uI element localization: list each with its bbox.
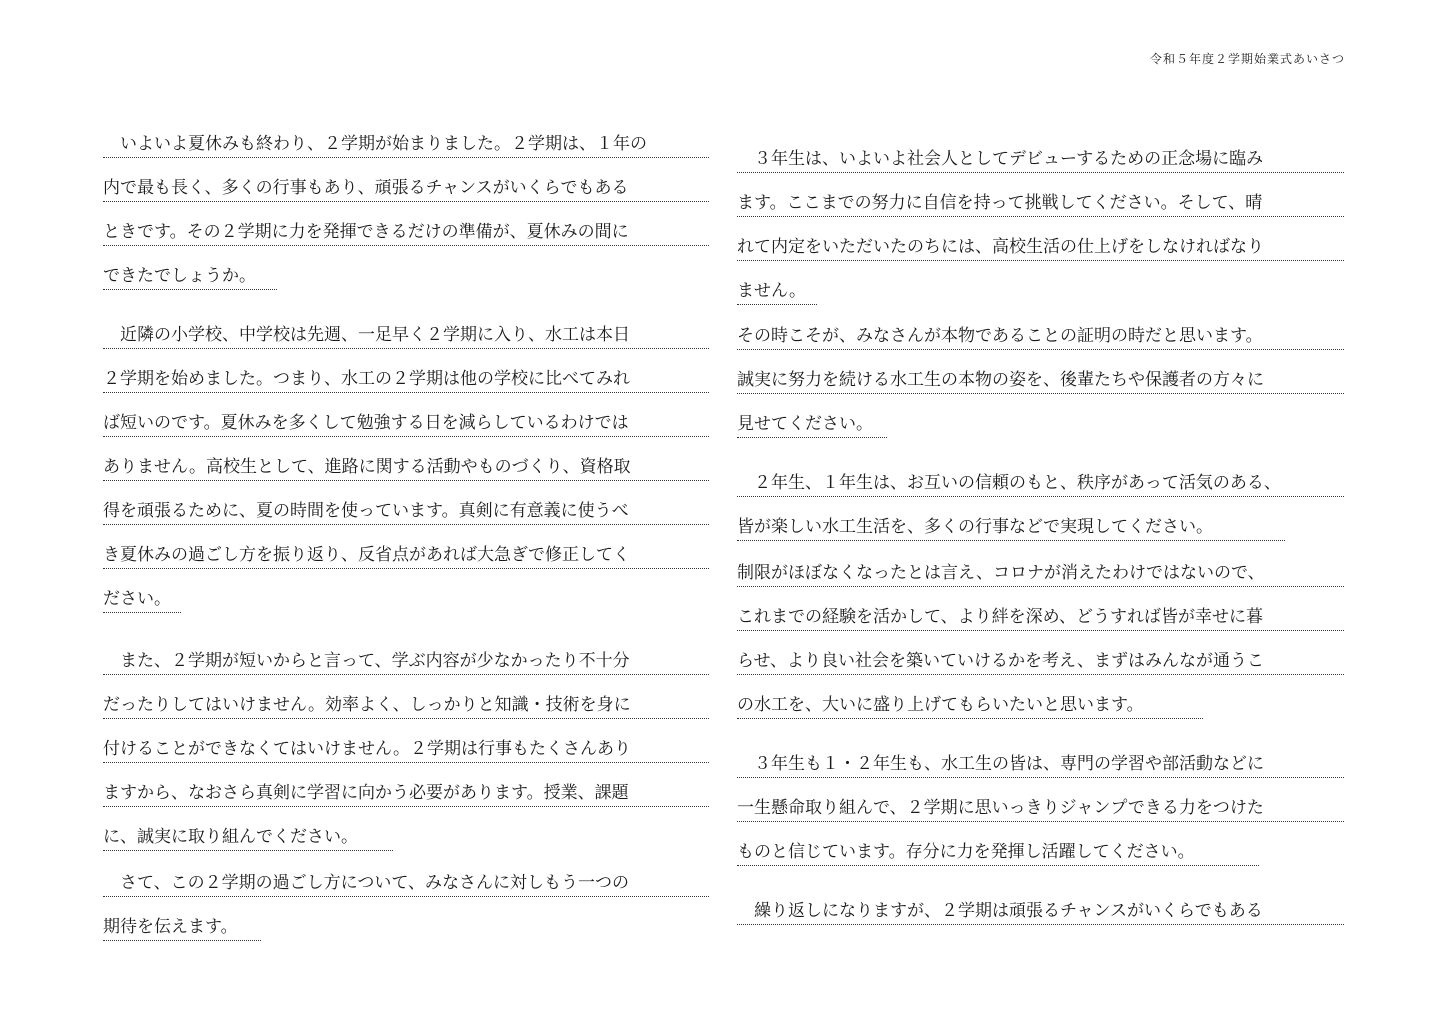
text-line: 内で最も長く、多くの行事もあり、頑張るチャンスがいくらでもある: [103, 175, 709, 202]
text-line: ますから、なおさら真剣に学習に向かう必要があります。授業、課題: [103, 780, 709, 807]
text-line: 一生懸命取り組んで、２学期に思いっきりジャンプできる力をつけた: [737, 795, 1344, 822]
text-line: の水工を、大いに盛り上げてもらいたいと思います。: [737, 692, 1203, 719]
text-line: 制限がほぼなくなったとは言え、コロナが消えたわけではないので、: [737, 560, 1344, 587]
text-line: らせ、より良い社会を築いていけるかを考え、まずはみんなが通うこ: [737, 648, 1344, 675]
text-line: 繰り返しになりますが、２学期は頑張るチャンスがいくらでもある: [737, 898, 1344, 925]
text-line: ば短いのです。夏休みを多くして勉強する日を減らしているわけでは: [103, 410, 709, 437]
text-line: 近隣の小学校、中学校は先週、一足早く２学期に入り、水工は本日: [103, 322, 709, 349]
text-line: ません。: [737, 278, 817, 305]
text-line: これまでの経験を活かして、より絆を深め、どうすれば皆が幸せに暮: [737, 604, 1344, 631]
text-line: その時こそが、みなさんが本物であることの証明の時だと思います。: [737, 323, 1344, 350]
document-title: 令和５年度２学期始業式あいさつ: [1149, 52, 1345, 66]
text-line: き夏休みの過ごし方を振り返り、反省点があれば大急ぎで修正してく: [103, 542, 709, 569]
text-line: ときです。その２学期に力を発揮できるだけの準備が、夏休みの間に: [103, 219, 709, 246]
text-line: ３年生も１・２年生も、水工生の皆は、専門の学習や部活動などに: [737, 751, 1344, 778]
text-line: ありません。高校生として、進路に関する活動やものづくり、資格取: [103, 454, 709, 481]
text-line: さて、この２学期の過ごし方について、みなさんに対しもう一つの: [103, 870, 709, 897]
text-line: 誠実に努力を続ける水工生の本物の姿を、後輩たちや保護者の方々に: [737, 367, 1344, 394]
text-line: に、誠実に取り組んでください。: [103, 824, 393, 851]
text-line: 付けることができなくてはいけません。２学期は行事もたくさんあり: [103, 736, 709, 763]
text-line: 見せてください。: [737, 411, 887, 438]
text-line: ます。ここまでの努力に自信を持って挑戦してください。そして、晴: [737, 190, 1344, 217]
text-line: ３年生は、いよいよ社会人としてデビューするための正念場に臨み: [737, 146, 1344, 173]
text-line: ２学期を始めました。つまり、水工の２学期は他の学校に比べてみれ: [103, 366, 709, 393]
text-line: 皆が楽しい水工生活を、多くの行事などで実現してください。: [737, 514, 1285, 541]
text-line: できたでしょうか。: [103, 263, 277, 290]
text-line: ださい。: [103, 586, 181, 613]
text-line: いよいよ夏休みも終わり、２学期が始まりました。２学期は、１年の: [103, 131, 709, 158]
text-line: ものと信じています。存分に力を発揮し活躍してください。: [737, 839, 1259, 866]
text-line: 期待を伝えます。: [103, 914, 261, 941]
text-line: ２年生、１年生は、お互いの信頼のもと、秩序があって活気のある、: [737, 470, 1344, 497]
text-line: だったりしてはいけません。効率よく、しっかりと知識・技術を身に: [103, 692, 709, 719]
text-line: また、２学期が短いからと言って、学ぶ内容が少なかったり不十分: [103, 648, 709, 675]
text-line: 得を頑張るために、夏の時間を使っています。真剣に有意義に使うべ: [103, 498, 709, 525]
text-line: れて内定をいただいたのちには、高校生活の仕上げをしなければなり: [737, 234, 1344, 261]
